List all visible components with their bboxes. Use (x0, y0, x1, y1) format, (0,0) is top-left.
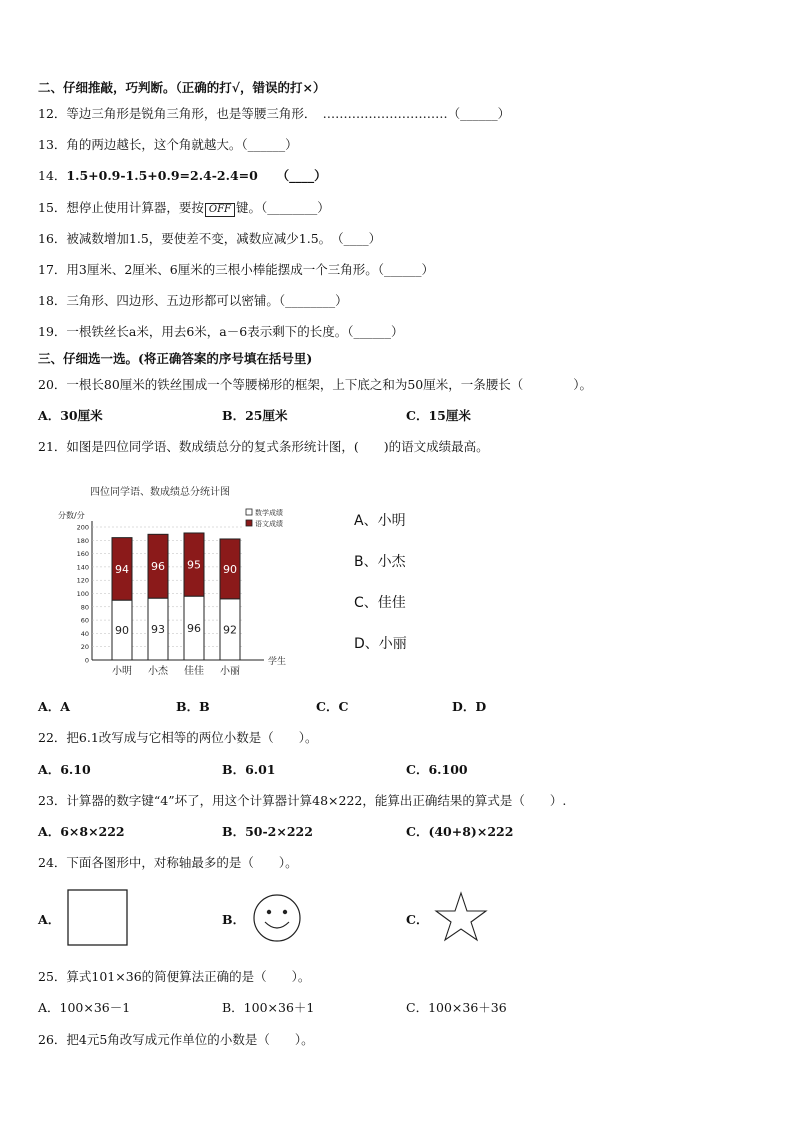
question-number: 14． (38, 168, 67, 183)
chart-xlabel: 学生 (268, 657, 287, 667)
option-c[interactable]: C． (406, 912, 429, 927)
data-label-chinese: 90 (223, 562, 237, 576)
question-text: 一根铁丝长a米，用去6米，a－6表示剩下的长度。（______） (66, 324, 404, 339)
option-c[interactable]: C．C (316, 699, 349, 714)
option-b[interactable]: B．50-2×222 (222, 824, 313, 839)
question-number: 22． (38, 730, 67, 745)
x-tick-label: 小杰 (148, 666, 168, 677)
chart-title: 四位同学语、数成绩总分统计图 (90, 487, 230, 498)
question-20 (38, 375, 592, 393)
question-12 (38, 104, 510, 122)
question-number: 18． (38, 293, 67, 308)
option-a[interactable]: A．30厘米 (38, 408, 103, 423)
option-a[interactable]: A． (38, 912, 61, 927)
y-tick-label: 120 (76, 576, 89, 585)
section2-header: 二、仔细推敲，巧判断。（正确的打√，错误的打×） (38, 80, 326, 95)
question-number: 20． (38, 377, 67, 392)
option-c[interactable]: C．100×36＋36 (406, 1000, 507, 1015)
option-c[interactable]: C．15厘米 (406, 408, 471, 423)
off-key-icon: OFF (205, 203, 235, 217)
question-text: 1.5+0.9-1.5+0.9=2.4-2.4=0 （____） (66, 168, 327, 183)
question-text: 把6.1改写成与它相等的两位小数是（ ）。 (66, 730, 318, 745)
question-number: 16． (38, 231, 67, 246)
chart-choice-d: D、小丽 (354, 636, 407, 652)
square-shape-icon (66, 888, 130, 948)
question-21 (38, 437, 489, 455)
section3-header: 三、仔细选一选。(将正确答案的序号填在括号里) (38, 351, 313, 366)
option-b[interactable]: B．100×36＋1 (222, 1000, 315, 1015)
data-label-math: 90 (115, 624, 129, 638)
option-d[interactable]: D．D (452, 699, 487, 714)
data-label-chinese: 96 (151, 560, 165, 574)
question-text-tail: 键。（________） (236, 200, 330, 215)
y-tick-label: 0 (84, 656, 89, 665)
question-13 (38, 135, 298, 153)
x-tick-label: 佳佳 (184, 666, 204, 677)
option-b[interactable]: B． (222, 912, 246, 927)
chart-choice-b: B、小杰 (354, 554, 406, 570)
y-tick-label: 60 (80, 616, 89, 625)
question-text: 角的两边越长，这个角就越大。（______） (66, 137, 298, 152)
chart-choice-c: C、佳佳 (354, 595, 406, 611)
question-18 (38, 291, 348, 309)
y-tick-label: 160 (76, 550, 89, 559)
question-number: 21． (38, 439, 67, 454)
question-26 (38, 1030, 314, 1048)
question-text: 被减数增加1.5，要使差不变，减数应减少1.5。 （____） (66, 231, 382, 246)
legend-swatch-math (246, 509, 252, 515)
question-23 (38, 791, 566, 809)
question-number: 24． (38, 855, 67, 870)
question-text: 如图是四位同学语、数成绩总分的复式条形统计图，( )的语文成绩最高。 (66, 439, 489, 454)
y-tick-label: 80 (80, 603, 89, 612)
question-number: 13． (38, 137, 67, 152)
legend-label-chinese: 语文成绩 (255, 520, 283, 528)
option-b[interactable]: B．6.01 (222, 762, 276, 777)
chart-choice-a: A、小明 (354, 513, 406, 529)
option-c[interactable]: C．(40+8)×222 (406, 824, 514, 839)
option-c[interactable]: C．6.100 (406, 762, 468, 777)
chart-svg (56, 480, 296, 680)
question-text: 用3厘米、2厘米、6厘米的三根小棒能摆成一个三角形。（______） (66, 262, 435, 277)
y-tick-label: 100 (76, 590, 89, 598)
option-b[interactable]: B．25厘米 (222, 408, 288, 423)
legend-label-math: 数学成绩 (255, 509, 283, 517)
option-a[interactable]: A．6×8×222 (38, 824, 125, 839)
option-a[interactable]: A．100×36－1 (38, 1000, 131, 1015)
question-text: 把4元5角改写成元作单位的小数是（ ）。 (66, 1032, 314, 1047)
question-text: 一根长80厘米的铁丝围成一个等腰梯形的框架，上下底之和为50厘米，一条腰长（ ）。 (66, 377, 592, 392)
y-tick-label: 200 (76, 523, 89, 532)
chart-choices (354, 510, 407, 674)
question-number: 23． (38, 793, 67, 808)
y-tick-label: 20 (80, 643, 89, 652)
question-number: 26． (38, 1032, 67, 1047)
y-tick-label: 180 (76, 536, 89, 545)
option-a[interactable]: A．6.10 (38, 762, 91, 777)
question-text: 算式101×36的简便算法正确的是（ ）。 (66, 969, 311, 984)
question-16 (38, 229, 381, 247)
data-label-chinese: 94 (115, 562, 129, 576)
chart-ylabel: 分数/分 (58, 511, 85, 520)
question-24 (38, 853, 298, 871)
option-b[interactable]: B．B (176, 699, 210, 714)
question-text: 等边三角形是锐角三角形，也是等腰三角形． …………………………（______） (66, 106, 511, 121)
question-25 (38, 967, 310, 985)
question-number: 12． (38, 106, 67, 121)
question-text: 计算器的数字键“4”坏了，用这个计算器计算48×222，能算出正确结果的算式是（ ）. (66, 793, 567, 808)
question-text: 想停止使用计算器，要按 (66, 200, 204, 215)
question-19 (38, 322, 403, 340)
smiley-face-icon (250, 892, 304, 944)
question-22 (38, 728, 318, 746)
question-14 (38, 166, 327, 184)
data-label-math: 92 (223, 623, 237, 637)
y-tick-label: 140 (76, 563, 89, 572)
question-15 (38, 198, 330, 217)
question-number: 15． (38, 200, 67, 215)
question-text: 下面各图形中，对称轴最多的是（ ）。 (66, 855, 298, 870)
x-tick-label: 小明 (112, 666, 132, 677)
star-shape-icon (434, 890, 488, 944)
option-a[interactable]: A．A (38, 699, 70, 714)
x-tick-label: 小丽 (220, 666, 240, 677)
question-number: 25． (38, 969, 67, 984)
data-label-chinese: 95 (187, 558, 201, 572)
y-tick-label: 40 (80, 629, 89, 638)
data-label-math: 93 (151, 623, 165, 637)
question-17 (38, 260, 434, 278)
legend-swatch-chinese (246, 520, 252, 526)
question-text: 三角形、四边形、五边形都可以密铺。（________） (66, 293, 348, 308)
bar-chart (56, 480, 296, 680)
question-number: 17． (38, 262, 67, 277)
data-label-math: 96 (187, 622, 201, 636)
question-number: 19． (38, 324, 67, 339)
